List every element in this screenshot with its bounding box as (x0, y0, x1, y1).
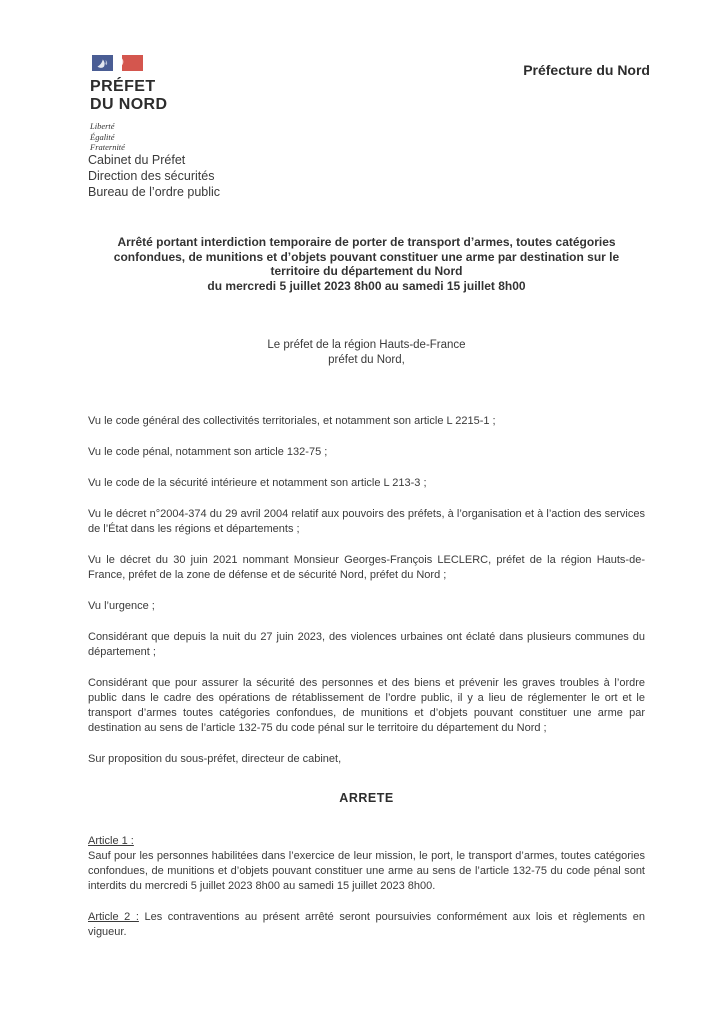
article-2-text: Les contraventions au présent arrêté seront poursuivies conformément aux lois et règlements en vigueur. (88, 911, 645, 938)
motto-fraternite: Fraternité (90, 142, 125, 152)
salutation-line-1: Le préfet de la région Hauts-de-France (267, 339, 466, 351)
sender-direction: Direction des sécurités (88, 169, 215, 183)
considerant-paragraph-1: Considérant que depuis la nuit du 27 juin 2023, des violences urbaines ont éclaté dans plusieurs communes du département ; (88, 631, 645, 658)
sender-cabinet: Cabinet du Préfet (88, 153, 186, 167)
title-line-1: Arrêté portant interdiction temporaire de porter de transport d’armes, toutes catégories (117, 235, 616, 249)
document-title (88, 235, 645, 293)
salutation (88, 338, 645, 368)
flag-red-block (122, 55, 143, 71)
article-1-text: Sauf pour les personnes habilitées dans l’exercice de leur mission, le port, le transport d’armes, toutes catégories confondues, de munitions et d’objets pouvant constituer une arme au sens de l’article 132-75 du code pénal sont interdits du mercredi 5 juillet 2023 8h00 au samedi 15 juillet 2023 8h00. (88, 850, 645, 892)
sur-proposition-line: Sur proposition du sous-préfet, directeur de cabinet, (88, 753, 342, 765)
vu-paragraph-2: Vu le code pénal, notamment son article 132-75 ; (88, 446, 328, 458)
document-body (88, 414, 645, 956)
arrete-heading: ARRETE (339, 791, 394, 805)
prefet-logo (90, 55, 167, 153)
logo-institution-line1: PRÉFET (90, 78, 156, 95)
title-line-4: du mercredi 5 juillet 2023 8h00 au samedi 15 juillet 8h00 (207, 278, 526, 293)
vu-paragraph-6: Vu l’urgence ; (88, 600, 155, 612)
vu-paragraph-3: Vu le code de la sécurité intérieure et notamment son article L 213-3 ; (88, 477, 427, 489)
vu-paragraph-5: Vu le décret du 30 juin 2021 nommant Monsieur Georges-François LECLERC, préfet de la région Hauts-de-France, préfet de la zone de défense et de sécurité Nord, préfet du Nord ; (88, 554, 645, 581)
republic-motto (90, 121, 167, 153)
article-2 (88, 910, 645, 940)
motto-liberte: Liberté (90, 121, 115, 131)
sender-block (88, 152, 220, 200)
sender-bureau: Bureau de l’ordre public (88, 185, 221, 199)
title-line-2: confondues, de munitions et d’objets pouvant constituer une arme par destination sur le (113, 249, 620, 264)
vu-paragraph-1: Vu le code général des collectivités territoriales, et notamment son article L 2215-1 ; (88, 415, 496, 427)
article-2-label: Article 2 : (88, 911, 139, 923)
salutation-line-2: préfet du Nord, (328, 354, 405, 366)
article-1 (88, 834, 645, 894)
considerant-paragraph-2: Considérant que pour assurer la sécurité des personnes et des biens et prévenir les graves troubles à l’ordre public dans le cadre des opérations de rétablissement de l’ordre public, il y a lieu de réglementer le ort et le transport d’armes toutes catégories confondues, de munitions et d’objets pouvant constituer une arme par destination au sens de l’article 132-75 du code pénal sur le territoire du département du Nord ; (88, 677, 645, 734)
marianne-flag-icon (92, 55, 146, 72)
vu-paragraph-4: Vu le décret n°2004-374 du 29 avril 2004 relatif aux pouvoirs des préfets, à l’organisation et à l’action des services de l’État dans les régions et départements ; (88, 508, 645, 535)
title-line-3: territoire du département du Nord (270, 264, 463, 278)
prefecture-heading: Préfecture du Nord (523, 62, 650, 78)
logo-institution-line2: DU NORD (90, 96, 168, 113)
article-1-label: Article 1 : (88, 835, 134, 847)
motto-egalite: Égalité (90, 131, 115, 142)
